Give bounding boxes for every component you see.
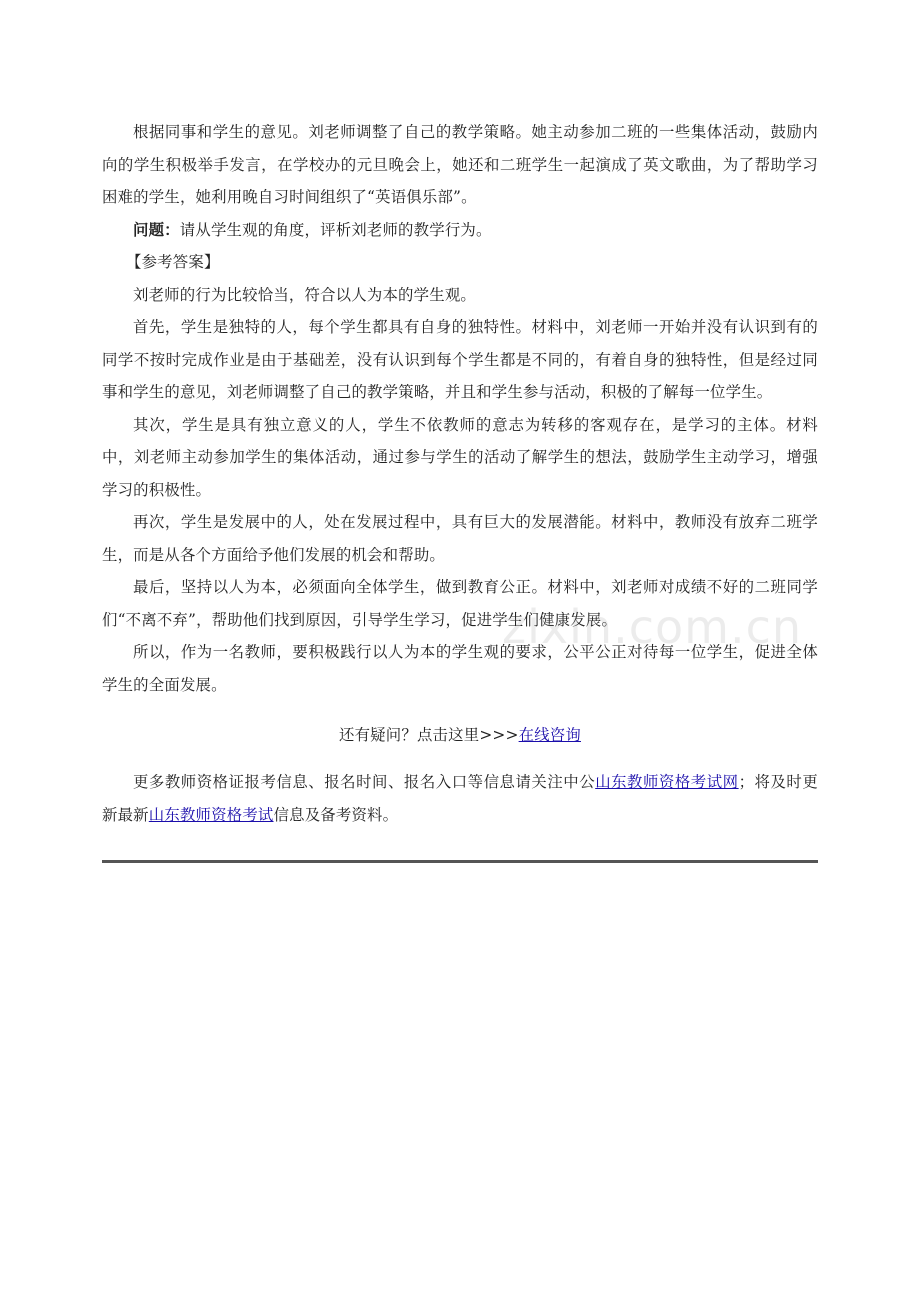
shandong-exam-site-link[interactable]: 山东教师资格考试网 — [595, 772, 739, 791]
question-paragraph — [102, 214, 818, 247]
footer-text-3: 信息及备考资料。 — [273, 805, 399, 824]
footer-paragraph — [102, 766, 818, 832]
shandong-exam-link[interactable]: 山东教师资格考试 — [148, 805, 274, 824]
question-text: 请从学生观的角度，评析刘老师的教学行为。 — [179, 220, 492, 239]
question-label: 问题： — [133, 220, 180, 239]
watermark: zixin.com.cn — [502, 600, 803, 654]
answer-point-4: 最后，坚持以人为本，必须面向全体学生，做到教育公正。材料中，刘老师对成绩不好的二班同学们“不离不弃”，帮助他们找到原因，引导学生学习，促进学生们健康发展。 — [102, 578, 818, 629]
answer-point-3: 再次，学生是发展中的人，处在发展过程中，具有巨大的发展潜能。材料中，教师没有放弃二班学生，而是从各个方面给予他们发展的机会和帮助。 — [102, 513, 818, 564]
material-paragraph: 根据同事和学生的意见。刘老师调整了自己的教学策略。她主动参加二班的一些集体活动，鼓励内向的学生积极举手发言，在学校办的元旦晚会上，她还和二班学生一起演成了英文歌曲，为了帮助学习困难的学生，她利用晚自习时间组织了“英语俱乐部”。 — [102, 123, 818, 206]
answer-point-2: 其次，学生是具有独立意义的人，学生不依教师的意志为转移的客观存在，是学习的主体。材料中，刘老师主动参加学生的集体活动，通过参与学生的活动了解学生的想法，鼓励学生主动学习，增强学习的积极性。 — [102, 415, 818, 499]
footer-divider — [102, 860, 818, 863]
answer-conclusion: 所以，作为一名教师，要积极践行以人为本的学生观的要求，公平公正对待每一位学生，促进全体学生的全面发展。 — [102, 643, 818, 694]
consult-prefix: 还有疑问？点击这里>>> — [339, 726, 519, 744]
footer-text-1: 更多教师资格证报考信息、报名时间、报名入口等信息请关注中公 — [133, 772, 596, 791]
document-body — [102, 116, 818, 832]
footer-text-2: ；将及时更新最新 — [102, 772, 818, 824]
answer-point-1: 首先，学生是独特的人，每个学生都具有自身的独特性。材料中，刘老师一开始并没有认识到有的同学不按时完成作业是由于基础差，没有认识到每个学生都是不同的，有着自身的独特性，但是经过同事和学生的意见，刘老师调整了自己的教学策略，并且和学生参与活动，积极的了解每一位学生。 — [102, 318, 818, 401]
online-consult-link[interactable]: 在线咨询 — [518, 726, 581, 744]
answer-header: 【参考答案】 — [126, 253, 220, 271]
answer-summary: 刘老师的行为比较恰当，符合以人为本的学生观。 — [133, 285, 476, 304]
consult-line — [102, 719, 818, 752]
